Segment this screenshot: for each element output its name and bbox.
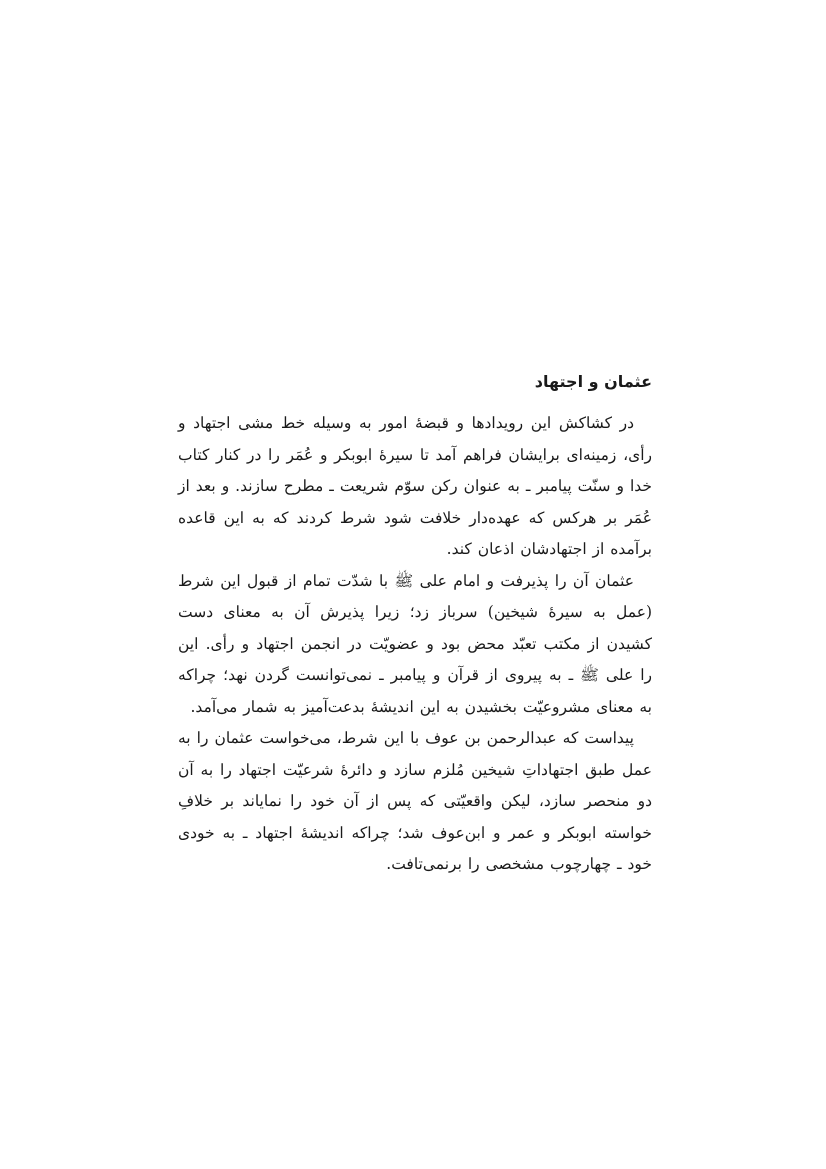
document-page bbox=[178, 370, 652, 881]
paragraph-3: پیداست که عبدالرحمن بن عوف با این شرط، می‌خواست عثمان را به عمل طبق اجتهاداتِ شیخین مُلزم سازد و دائرهٔ شرعیّت اجتهاد را به آن دو منحصر سازد، لیکن واقعیّتی که پس از آن خود را نمایاند بر خلافِ خواسته ابوبکر و عمر و ابن‌عوف شد؛ چراکه اندیشهٔ اجتهاد ـ به خودی خود ـ چهارچوب مشخصی را برنمی‌تافت. bbox=[178, 729, 652, 873]
paragraph-2: عثمان آن را پذیرفت و امام علی ﷺ با شدّت تمام از قبول این شرط (عمل به سیرهٔ شیخین) سرباز زد؛ زیرا پذیرش آن به معنای دست کشیدن از مکتب تعبّد محض بود و عضویّت در انجمن اجتهاد و رأی. این را علی ﷺ ـ به پیروی از قرآن و پیامبر ـ نمی‌توانست گردن نهد؛ چراکه به معنای مشروعیّت بخشیدن به این اندیشهٔ بدعت‌آمیز به شمار می‌آمد. bbox=[178, 571, 652, 716]
paragraph-1: در کشاکش این رویدادها و قبضهٔ امور به وسیله خط مشی اجتهاد و رأی، زمینه‌ای برایشان فراهم آمد تا سیرهٔ ابوبکر و عُمَر را در کنار کتاب خدا و سنّت پیامبر ـ به عنوان رکن سوّم شریعت ـ مطرح سازند. و بعد از عُمَر بر هرکس که عهده‌دار خلافت شود شرط کردند که به این قاعده برآمده از اجتهادشان اذعان کند. bbox=[178, 414, 652, 558]
section-title: عثمان و اجتهاد bbox=[534, 372, 652, 391]
